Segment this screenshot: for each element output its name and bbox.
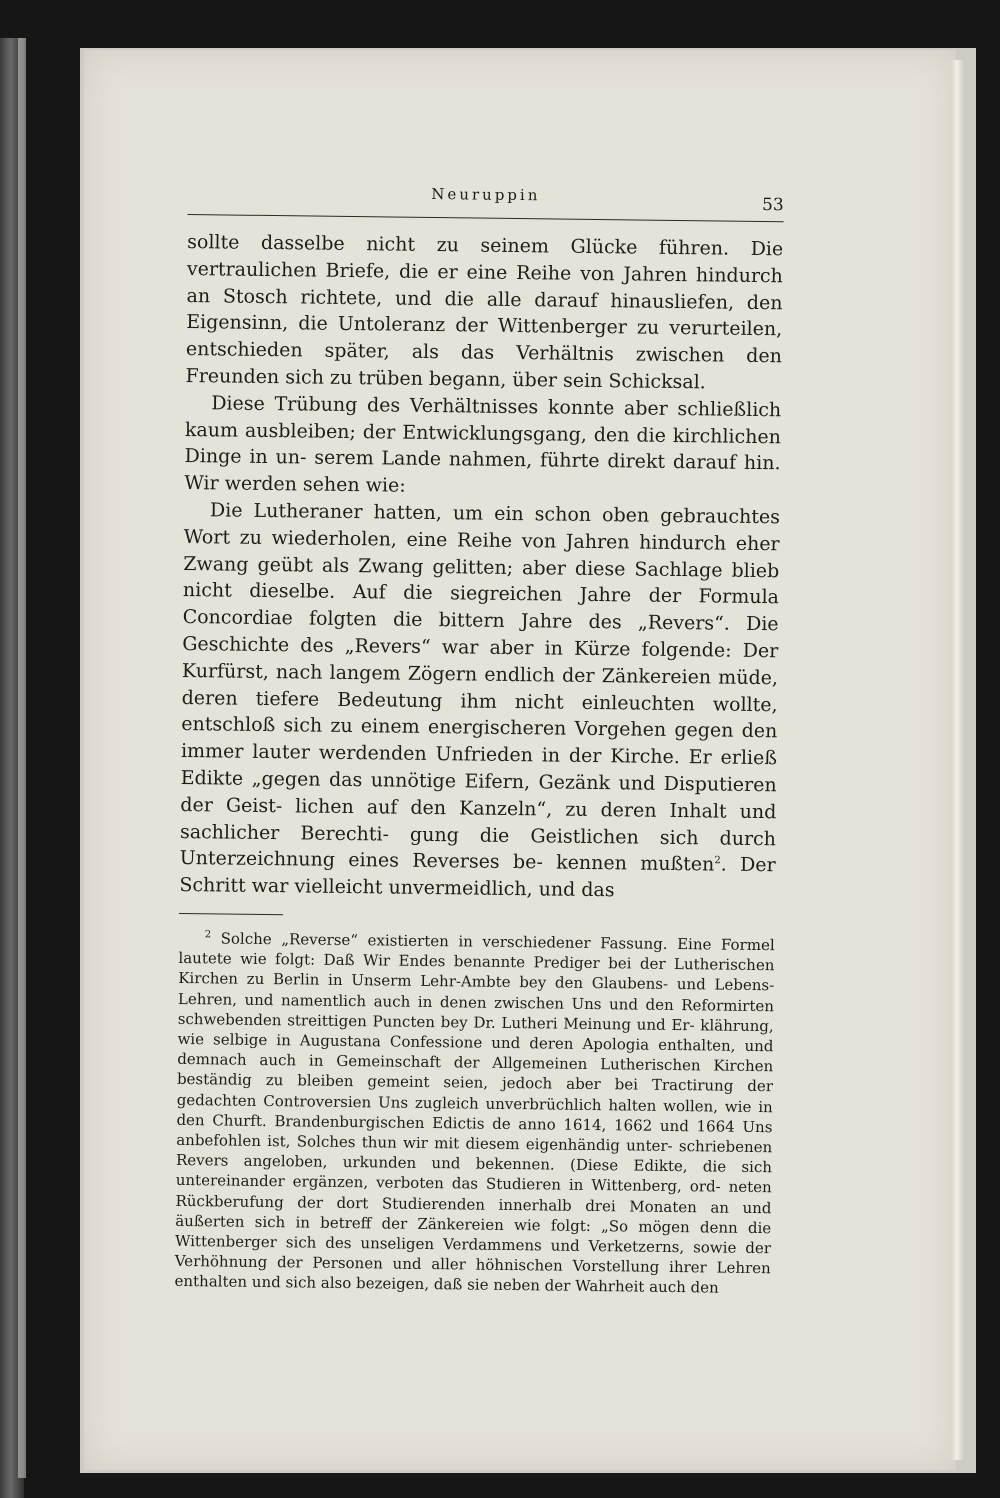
footnote-text: Solche „Reverse“ existierten in verschiedener Fassung. Eine Formel lautete wie folgt: Daß Wir Endes benannte Prediger bei der Lutherischen Kirchen zu Berlin in Unserm Lehr-Ambte bey den Glaubens- und Lebens- Lehren, und namentlich auch in denen zwischen Uns und den Reformirten schwebenden streittigen Puncten bey Dr. Lutheri Meinung und Er- klährung, wie selbige in Augustana Confessione und deren Apologia enthalten, und demnach auch in Gemeinschaft der Allgemeinen Lutherischen Kirchen beständig zu bleiben gemeint seien, jedoch aber bei Tractirung der gedachten Controversien Uns zugleich unverbrüchlich halten wollen, wie in den Churft. Brandenburgischen Edictis de anno 1614, 1662 und 1664 Uns anbefohlen ist, Solches thun wir mit diesem eigenhändig unter- schriebenen Revers angeloben, urkunden und bekennen. (Diese Edikte, die sich untereinander ergänzen, verboten das Studieren in Wittenberg, ord- neten Rückberufung der dort Studierenden innerhalb drei Monaten an und äußerten sich in betreff der Zänkereien wie folgt: „So mögen denn die Wittenberger sich des unseligen Verdammens und Verketzerns, sowie der Verhöhnung der Personen und aller höhnischen Vorstellung ihrer Lehren enthalten und sich also bezeigen, daß sie neben der Wahrheit auch den	[174, 929, 775, 1297]
running-title: Neuruppin	[431, 184, 541, 205]
page-fore-edge	[950, 60, 964, 1460]
paragraph-1: sollte dasselbe nicht zu seinem Glücke führen. Die vertraulichen Briefe, die er eine Reihe von Jahren hindurch an Stosch richtete, und die alle darauf hinausliefen, den Eigensinn, die Untoleranz der Wittenberger zu verurteilen, entschieden später, als das Verhältnis zwischen den Freunden sich zu trüben begann, über sein Schicksal.	[185, 230, 784, 394]
page-header	[188, 180, 784, 222]
footnote	[174, 928, 774, 1299]
paragraph-3-text: Die Lutheraner hatten, um ein schon oben gebrauchtes Wort zu wiederholen, eine Reihe von Jahren hindurch eher Zwang geübt als Zwang gelitten; aber diese Sachlage blieb nicht dieselbe. Auf die siegreichen Jahre der Formula Concordiae folgten die bittern Jahre des „Revers“. Die Geschichte des „Revers“ war aber in Kürze folgende: Der Kurfürst, nach langem Zögern endlich der Zänkereien müde, deren tiefere Bedeutung ihm nicht einleuchten wollte, entschloß sich zu einem energischeren Vorgehen gegen den immer lauter werdenden Unfrieden in der Kirche. Er erließ Edikte „gegen das unnötige Eifern, Gezänk und Disputieren der Geist- lichen auf den Kanzeln“, zu deren Inhalt und sachlicher Berechti- gung die Geistlichen sich durch Unterzeichnung eines Reverses be- kennen mußten	[179, 499, 781, 876]
paragraph-2: Diese Trübung des Verhältnisses konnte aber schließlich kaum ausbleiben; der Entwicklungsgang, den die kirchlichen Dinge in un- serem Lande nahmen, führte direkt darauf hin. Wir werden sehen wie:	[184, 392, 782, 497]
footnote-marker: 2	[204, 929, 212, 941]
page-number: 53	[761, 195, 784, 216]
footnote-reference: 2	[714, 855, 721, 867]
body-text	[179, 229, 783, 906]
footnote-rule	[179, 913, 283, 915]
paragraph-3	[179, 497, 780, 906]
paragraph-3-end: . Der Schritt war vielleicht unvermeidlich, und das	[179, 853, 776, 902]
text-block	[174, 180, 784, 1299]
previous-page-edge	[18, 38, 26, 1478]
